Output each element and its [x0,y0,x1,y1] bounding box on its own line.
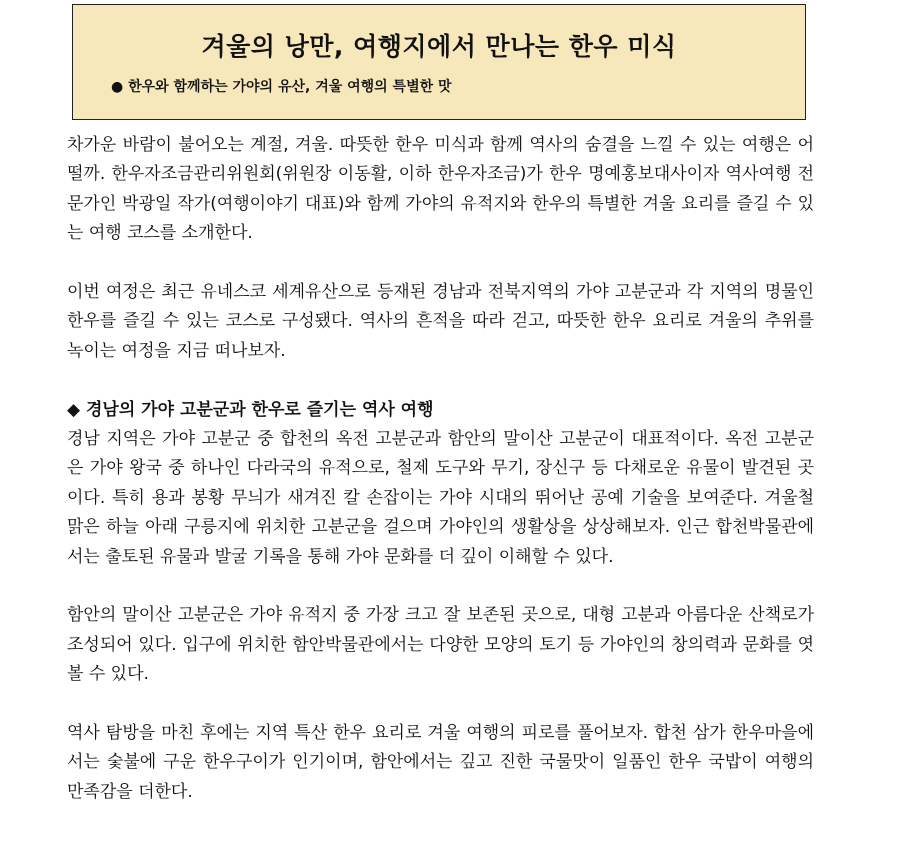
title-box [72,4,806,120]
paragraph-gap [67,249,814,278]
paragraph-itinerary: 이번 여정은 최근 유네스코 세계유산으로 등재된 경남과 전북지역의 가야 고분군과 각 지역의 명물인 한우를 즐길 수 있는 코스로 구성됐다. 역사의 흔적을 따라 걷고, 따뜻한 한우 요리로 겨울의 추위를 녹이는 여정을 지금 떠나보자. [67,282,814,361]
paragraph-food: 역사 탐방을 마친 후에는 지역 특산 한우 요리로 겨울 여행의 피로를 풀어보자. 합천 삼가 한우마을에서는 숯불에 구운 한우구이가 인기이며, 함안에서는 깊고 진한 국물맛이 일품인 한우 국밥이 여행의 만족감을 더한다. [67,723,814,802]
paragraph-intro: 차가운 바람이 불어오는 계절, 겨울. 따뜻한 한우 미식과 함께 역사의 숨결을 느낄 수 있는 여행은 어떨까. 한우자조금관리위원회(위원장 이동활, 이하 한우자조금)가 한우 명예홍보대사이자 역사여행 전문가인 박광일 작가(여행이야기 대표)와 함께 가야의 유적지와 한우의 특별한 겨울 요리를 즐길 수 있는 여행 코스를 소개한다. [67,135,814,244]
paragraph-malisan: 함안의 말이산 고분군은 가야 유적지 중 가장 크고 잘 보존된 곳으로, 대형 고분과 아름다운 산책로가 조성되어 있다. 입구에 위치한 함안박물관에서는 다양한 모양의 토기 등 가야인의 창의력과 문화를 엿볼 수 있다. [67,605,814,685]
paragraph-gap [67,366,814,395]
section-heading: ◆ 경남의 가야 고분군과 한우로 즐기는 역사 여행 [67,399,434,420]
paragraph-gap [67,572,814,601]
article-title: 겨울의 낭만, 여행지에서 만나는 한우 미식 [201,32,677,61]
paragraph-gap [67,690,814,719]
article-subtitle: ● 한우와 함께하는 가야의 유산, 겨울 여행의 특별한 맛 [111,79,452,95]
paragraph-okjeon: 경남 지역은 가야 고분군 중 합천의 옥전 고분군과 함안의 말이산 고분군이 대표적이다. 옥전 고분군은 가야 왕국 중 하나인 다라국의 유적으로, 철제 도구와 무기, 장신구 등 다채로운 유물이 발견된 곳이다. 특히 용과 봉황 무늬가 새겨진 칼 손잡이는 가야 시대의 뛰어난 공예 기술을 보여준다. 겨울철 맑은 하늘 아래 구릉지에 위치한 고분군을 걸으며 가야인의 생활상을 상상해보자. 인근 합천박물관에서는 출토된 유물과 발굴 기록을 통해 가야 문화를 더 깊이 이해할 수 있다. [67,429,814,567]
article-body [67,131,814,807]
